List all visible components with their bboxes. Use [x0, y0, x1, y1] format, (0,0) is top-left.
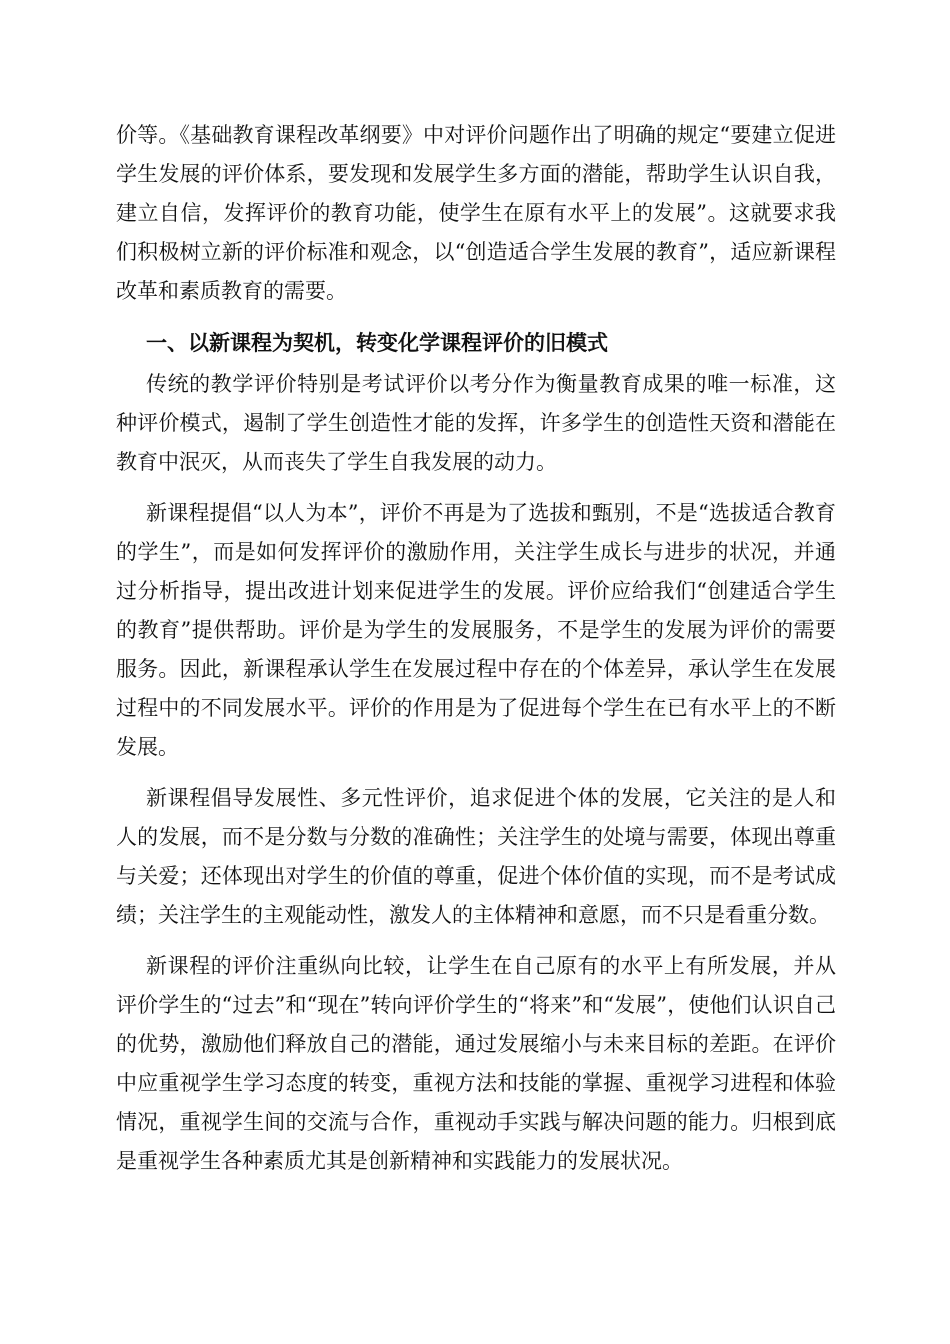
- paragraph-longitudinal-comparison: 新课程的评价注重纵向比较，让学生在自己原有的水平上有所发展，并从评价学生的“过去”和“现在”转向评价学生的“将来”和“发展”，使他们认识自己的优势，激励他们释放自己的潜能，通过发展缩小与未来目标的差距。在评价中应重视学生学习态度的转变，重视方法和技能的掌握、重视学习进程和体验情况，重视学生间的交流与合作，重视动手实践与解决问题的能力。归根到底是重视学生各种素质尤其是创新精神和实践能力的发展状况。: [116, 954, 836, 1173]
- paragraph-traditional-evaluation: 传统的教学评价特别是考试评价以考分作为衡量教育成果的唯一标准，这种评价模式，遏制了学生创造性才能的发挥，许多学生的创造性天资和潜能在教育中泯灭，从而丧失了学生自我发展的动力。: [116, 372, 836, 474]
- paragraph-people-oriented: 新课程提倡“以人为本”，评价不再是为了选拔和甄别，不是“选拔适合教育的学生”，而是如何发挥评价的激励作用，关注学生成长与进步的状况，并通过分析指导，提出改进计划来促进学生的发展。评价应给我们“创建适合学生的教育”提供帮助。评价是为学生的发展服务，不是学生的发展为评价的需要服务。因此，新课程承认学生在发展过程中存在的个体差异，承认学生在发展过程中的不同发展水平。评价的作用是为了促进每个学生在已有水平上的不断发展。: [116, 501, 836, 759]
- section-heading: 一、以新课程为契机，转变化学课程评价的旧模式: [146, 331, 608, 355]
- paragraph-continuation: 价等。《基础教育课程改革纲要》中对评价问题作出了明确的规定“要建立促进学生发展的评价体系，要发现和发展学生多方面的潜能，帮助学生认识自我，建立自信，发挥评价的教育功能，使学生在原有水平上的发展”。这就要求我们积极树立新的评价标准和观念，以“创造适合学生发展的教育”，适应新课程改革和素质教育的需要。: [116, 123, 836, 303]
- paragraph-developmental-evaluation: 新课程倡导发展性、多元性评价，追求促进个体的发展，它关注的是人和人的发展，而不是分数与分数的准确性；关注学生的处境与需要，体现出尊重与关爱；还体现出对学生的价值的尊重，促进个体价值的实现，而不是考试成绩；关注学生的主观能动性，激发人的主体精神和意愿，而不只是看重分数。: [116, 786, 836, 927]
- document-page: [116, 116, 836, 1181]
